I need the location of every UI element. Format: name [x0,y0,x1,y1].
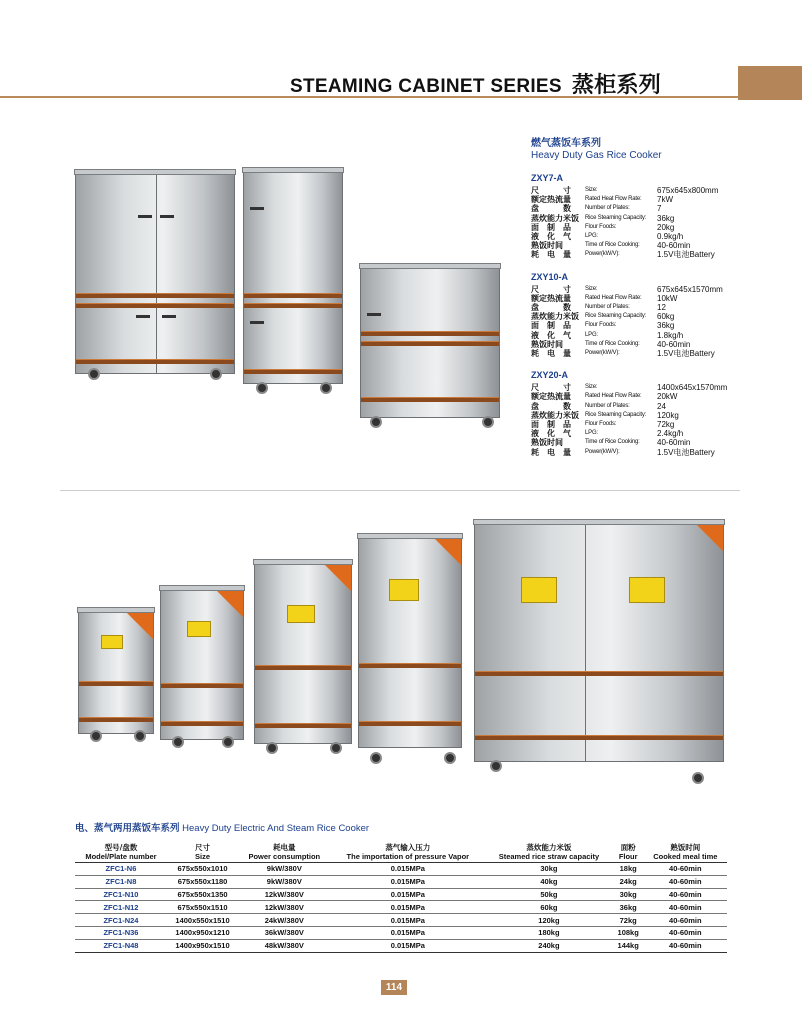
col-header-flour: 面粉 Flour [613,842,644,863]
spec-label-en: Rice Steaming Capacity: [585,313,647,320]
cell-time: 40-60min [644,875,727,888]
spec-value: 12 [657,303,666,313]
spec-label-cn: 蒸炊能力米饭 [531,312,579,322]
cell-time: 40-60min [644,914,727,927]
spec-value: 60kg [657,312,675,322]
spec-row [531,285,781,294]
cell-capacity: 240kg [485,939,613,952]
spec-label-en: Size: [585,187,598,193]
spec-row [531,250,781,259]
cell-power: 9kW/380V [238,875,330,888]
gas-series-title-en: Heavy Duty Gas Rice Cooker [531,150,662,161]
cell-time: 40-60min [644,901,727,914]
cell-flour: 72kg [613,914,644,927]
cell-size: 1400x550x1510 [167,914,238,927]
cabinet-n6 [78,612,154,734]
model-name: ZXY10-A [531,271,569,282]
spec-label-en: Number of Plates: [585,402,630,409]
spec-row [531,411,781,420]
cell-power: 24kW/380V [238,914,330,927]
spec-value: 1.5V电池Battery [657,447,715,457]
spec-label-en: Time of Rice Cooking: [585,439,640,446]
spec-row [531,438,781,447]
spec-label-cn: 额定热流量 [531,293,571,303]
cell-flour: 108kg [613,926,644,939]
header-accent-block [738,66,802,100]
electric-cookers-photo [74,520,734,795]
cell-power: 36kW/380V [238,926,330,939]
spec-value: 0.9kg/h [657,232,684,242]
spec-value: 36kg [657,321,675,331]
spec-value: 2.4kg/h [657,429,684,439]
cell-power: 12kW/380V [238,901,330,914]
cabinet-tall-gas [243,172,343,384]
table-row [75,914,727,927]
cell-model: ZFC1-N48 [75,939,167,952]
spec-label-en: Size: [585,285,598,292]
spec-value: 36kg [657,213,675,223]
spec-label-cn: 液 化 气 [531,232,571,242]
cell-time: 40-60min [644,926,727,939]
cell-model: ZFC1-N24 [75,914,167,927]
spec-label-en: Power(kW/V): [585,448,620,455]
cell-size: 675x550x1510 [167,901,238,914]
cell-size: 675x550x1010 [167,863,238,876]
spec-value: 1.5V电池Battery [657,250,715,260]
cell-flour: 24kg [613,875,644,888]
spec-label-en: Power(kW/V): [585,251,620,258]
spec-label-cn: 熟饭时间 [531,241,563,251]
section-divider [60,490,740,491]
gas-series-specs [531,134,781,457]
spec-label-cn: 耗 电 量 [531,250,571,260]
col-header-power: 耗电量 Power consumption [238,842,330,863]
table-row [75,875,727,888]
col-header-time: 熟饭时间 Cooked meal time [644,842,727,863]
col-header-model: 型号/盘数 Model/Plate number [75,842,167,863]
spec-row [531,420,781,429]
spec-row [531,303,781,312]
spec-row [531,321,781,330]
spec-value: 1.5V电池Battery [657,349,715,359]
cabinet-small-gas [360,268,500,418]
cell-time: 40-60min [644,863,727,876]
table-row [75,901,727,914]
spec-value: 7kW [657,195,673,205]
table-row [75,863,727,876]
model-block-zxy10a [531,272,781,359]
spec-value: 40-60min [657,241,691,251]
cell-size: 1400x950x1210 [167,926,238,939]
page-title-cn: 蒸柜系列 [571,73,662,98]
cell-capacity: 60kg [485,901,613,914]
spec-label-cn: 蒸炊能力米饭 [531,213,579,223]
model-name: ZXY7-A [531,173,564,183]
cell-pressure: 0.015MPa [331,914,486,927]
spec-label-en: Time of Rice Cooking: [585,340,640,347]
spec-value: 40-60min [657,438,691,448]
cell-pressure: 0.015MPa [331,863,486,876]
cell-model: ZFC1-N10 [75,888,167,901]
spec-row [531,204,781,213]
cell-flour: 18kg [613,863,644,876]
spec-label-en: Rice Steaming Capacity: [585,214,647,221]
gas-cookers-photo [70,168,520,438]
spec-value: 1400x645x1570mm [657,383,728,393]
spec-value: 10kW [657,293,678,303]
gas-series-title-cn: 燃气蒸饭车系列 [531,138,601,149]
cell-size: 675x550x1180 [167,875,238,888]
table-row [75,939,727,952]
cell-size: 1400x950x1510 [167,939,238,952]
cell-flour: 36kg [613,901,644,914]
spec-row [531,214,781,223]
spec-label-en: Flour Foods: [585,322,617,329]
spec-row [531,402,781,411]
cell-flour: 144kg [613,939,644,952]
spec-label-cn: 蒸炊能力米饭 [531,410,579,420]
cabinet-n24 [474,524,724,762]
spec-value: 20kW [657,392,678,402]
spec-label-en: Rice Steaming Capacity: [585,411,647,418]
table-row [75,888,727,901]
cell-pressure: 0.015MPa [331,926,486,939]
spec-label-cn: 液 化 气 [531,429,571,439]
spec-label-cn: 盘 数 [531,204,571,214]
spec-row [531,294,781,303]
spec-row [531,232,781,241]
electric-series-title [75,820,369,834]
spec-row [531,448,781,457]
cell-model: ZFC1-N12 [75,901,167,914]
spec-row [531,429,781,438]
spec-label-en: Rated Heat Flow Rate: [585,196,642,203]
cell-capacity: 30kg [485,863,613,876]
spec-row [531,392,781,401]
cell-time: 40-60min [644,939,727,952]
cell-flour: 30kg [613,888,644,901]
spec-label-cn: 盘 数 [531,303,571,313]
cabinet-n12 [358,538,462,748]
spec-label-cn: 额定热流量 [531,392,571,402]
spec-label-en: Size: [585,384,598,391]
cell-pressure: 0.015MPa [331,939,486,952]
spec-label-en: LPG: [585,331,598,338]
spec-label-cn: 熟饭时间 [531,339,563,349]
cell-capacity: 180kg [485,926,613,939]
cell-capacity: 40kg [485,875,613,888]
spec-value: 40-60min [657,339,691,349]
spec-label-en: LPG: [585,233,598,240]
spec-row [531,223,781,232]
spec-label-en: Flour Foods: [585,223,617,230]
spec-label-en: Rated Heat Flow Rate: [585,294,642,301]
spec-label-en: LPG: [585,430,598,437]
cell-power: 48kW/380V [238,939,330,952]
spec-label-en: Rated Heat Flow Rate: [585,393,642,400]
spec-label-cn: 面 制 品 [531,321,571,331]
electric-series-title-cn: 电、蒸气两用蒸饭车系列 [75,823,180,834]
spec-label-cn: 面 制 品 [531,420,571,430]
table-header-row [75,842,727,863]
spec-row [531,349,781,358]
spec-label-cn: 尺 寸 [531,186,571,195]
model-block-zxy7a [531,173,781,260]
spec-value: 675x645x800mm [657,186,719,195]
cell-model: ZFC1-N8 [75,875,167,888]
spec-value: 20kg [657,222,675,232]
col-header-size: 尺寸 Size [167,842,238,863]
electric-spec-table [75,842,727,953]
cell-size: 675x550x1350 [167,888,238,901]
model-name: ZXY20-A [531,370,569,381]
page-number: 114 [381,980,407,995]
cabinet-n10 [254,564,352,744]
cabinet-n8 [160,590,244,740]
model-block-zxy20a [531,370,781,457]
spec-value: 24 [657,401,666,411]
spec-row [531,340,781,349]
spec-value: 7 [657,204,662,214]
cell-capacity: 120kg [485,914,613,927]
spec-value: 1.8kg/h [657,330,684,340]
spec-label-en: Flour Foods: [585,421,617,428]
spec-label-cn: 额定热流量 [531,195,571,205]
spec-value: 675x645x1570mm [657,284,723,294]
col-header-capacity: 蒸炊能力米饭 Steamed rice straw capacity [485,842,613,863]
spec-label-cn: 液 化 气 [531,330,571,340]
spec-label-cn: 耗 电 量 [531,349,571,359]
cell-power: 12kW/380V [238,888,330,901]
spec-label-cn: 尺 寸 [531,383,571,393]
spec-label-en: Power(kW/V): [585,350,620,357]
electric-series-title-en: Heavy Duty Electric And Steam Rice Cooker [182,823,370,834]
spec-value: 120kg [657,410,679,420]
table-row [75,926,727,939]
page-title-en: STEAMING CABINET SERIES [290,76,562,97]
spec-label-cn: 尺 寸 [531,284,571,294]
cell-pressure: 0.015MPa [331,901,486,914]
spec-label-cn: 盘 数 [531,401,571,411]
col-header-pressure: 蒸气输入压力 The importation of pressure Vapor [331,842,486,863]
cell-pressure: 0.015MPa [331,875,486,888]
cell-power: 9kW/380V [238,863,330,876]
spec-row [531,331,781,340]
cell-pressure: 0.015MPa [331,888,486,901]
spec-label-cn: 耗 电 量 [531,447,571,457]
cell-capacity: 50kg [485,888,613,901]
spec-label-en: Time of Rice Cooking: [585,242,640,249]
spec-row [531,186,781,195]
spec-value: 72kg [657,420,675,430]
cabinet-double-gas [75,174,235,374]
spec-label-en: Number of Plates: [585,205,630,212]
spec-label-cn: 熟饭时间 [531,438,563,448]
cell-model: ZFC1-N36 [75,926,167,939]
cell-time: 40-60min [644,888,727,901]
spec-label-cn: 面 制 品 [531,222,571,232]
cell-model: ZFC1-N6 [75,863,167,876]
page-title [290,68,661,99]
spec-label-en: Number of Plates: [585,304,630,311]
